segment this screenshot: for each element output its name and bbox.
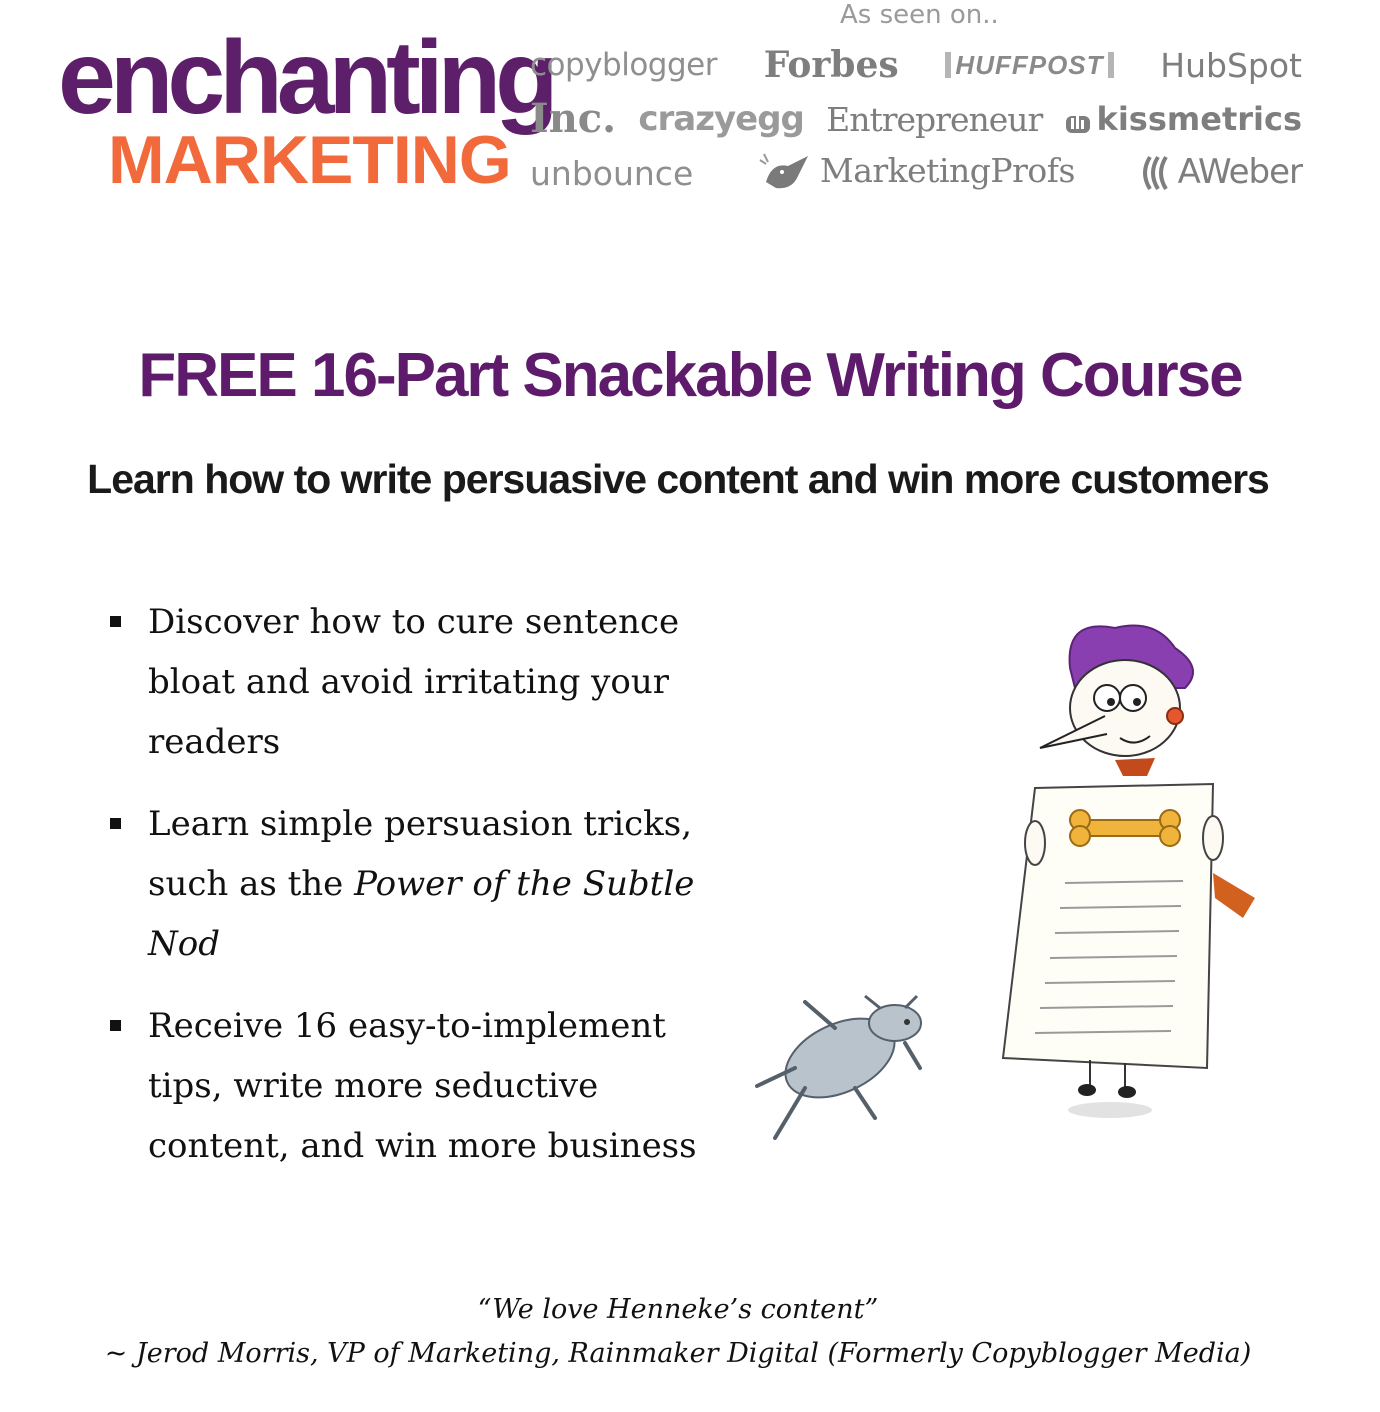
header — [0, 0, 1380, 210]
writer-character-drawing — [1003, 626, 1255, 1119]
aweber-logo-text: AWeber — [1177, 151, 1302, 192]
course-title: FREE 16-Part Snackable Writing Course — [138, 341, 1242, 410]
press-row — [530, 92, 1302, 146]
copyblogger-logo: copyblogger — [530, 46, 717, 83]
press-logos — [530, 0, 1302, 205]
crazyegg-logo: crazyegg — [638, 99, 804, 139]
benefit-text: Receive 16 easy-to-implement tips, write more seductive content, and win more business — [148, 1006, 697, 1166]
bullet-square-icon — [110, 818, 121, 829]
aweber-icon — [1140, 155, 1172, 191]
benefit-emphasis: Power of the Subtle Nod — [148, 864, 695, 964]
benefits-list — [108, 592, 708, 1198]
inc-logo: Inc. — [530, 95, 617, 142]
bullet-square-icon — [110, 1020, 121, 1031]
forbes-logo: Forbes — [763, 44, 899, 86]
enchanting-marketing-logo[interactable] — [58, 20, 553, 198]
marketingprofs-logo — [758, 152, 1075, 194]
logo-wordmark-bottom: MARKETING — [108, 122, 511, 198]
testimonial-quote: “We love Henneke’s content” — [477, 1294, 879, 1325]
press-row — [530, 38, 1302, 92]
marketingprofs-logo-text: MarketingProfs — [819, 151, 1075, 190]
press-logo-grid — [530, 38, 1302, 200]
huffpost-logo: HUFFPOST — [945, 52, 1113, 78]
entrepreneur-logo: Entrepreneur — [826, 99, 1043, 139]
list-item — [108, 592, 708, 772]
press-label: As seen on.. — [840, 0, 999, 30]
kissmetrics-icon — [1065, 108, 1091, 134]
hubspot-logo-text: HubSpot — [1160, 45, 1302, 85]
kissmetrics-logo — [1065, 100, 1302, 138]
course-subtitle: Learn how to write persuasive content and win more customers — [87, 456, 1269, 502]
writer-and-dog-illustration — [735, 598, 1295, 1158]
kissmetrics-logo-text: kissmetrics — [1096, 100, 1302, 138]
logo-wordmark-top: enchanting — [58, 20, 553, 136]
list-item — [108, 996, 708, 1176]
hubspot-logo — [1160, 45, 1302, 85]
benefit-text: Learn simple persuasion tricks, such as the — [148, 804, 692, 904]
aweber-logo — [1140, 151, 1302, 192]
marketingprofs-bird-icon — [758, 152, 814, 194]
unbounce-logo: unbounce — [530, 153, 694, 193]
testimonial-attribution: ~ Jerod Morris, VP of Marketing, Rainmaker Digital (Formerly Copyblogger Media) — [104, 1338, 1252, 1369]
benefit-text: Discover how to cure sentence bloat and avoid irritating your readers — [148, 602, 680, 762]
bullet-square-icon — [110, 616, 121, 627]
press-row — [530, 146, 1302, 200]
dog-drawing — [757, 996, 921, 1138]
list-item — [108, 794, 708, 974]
